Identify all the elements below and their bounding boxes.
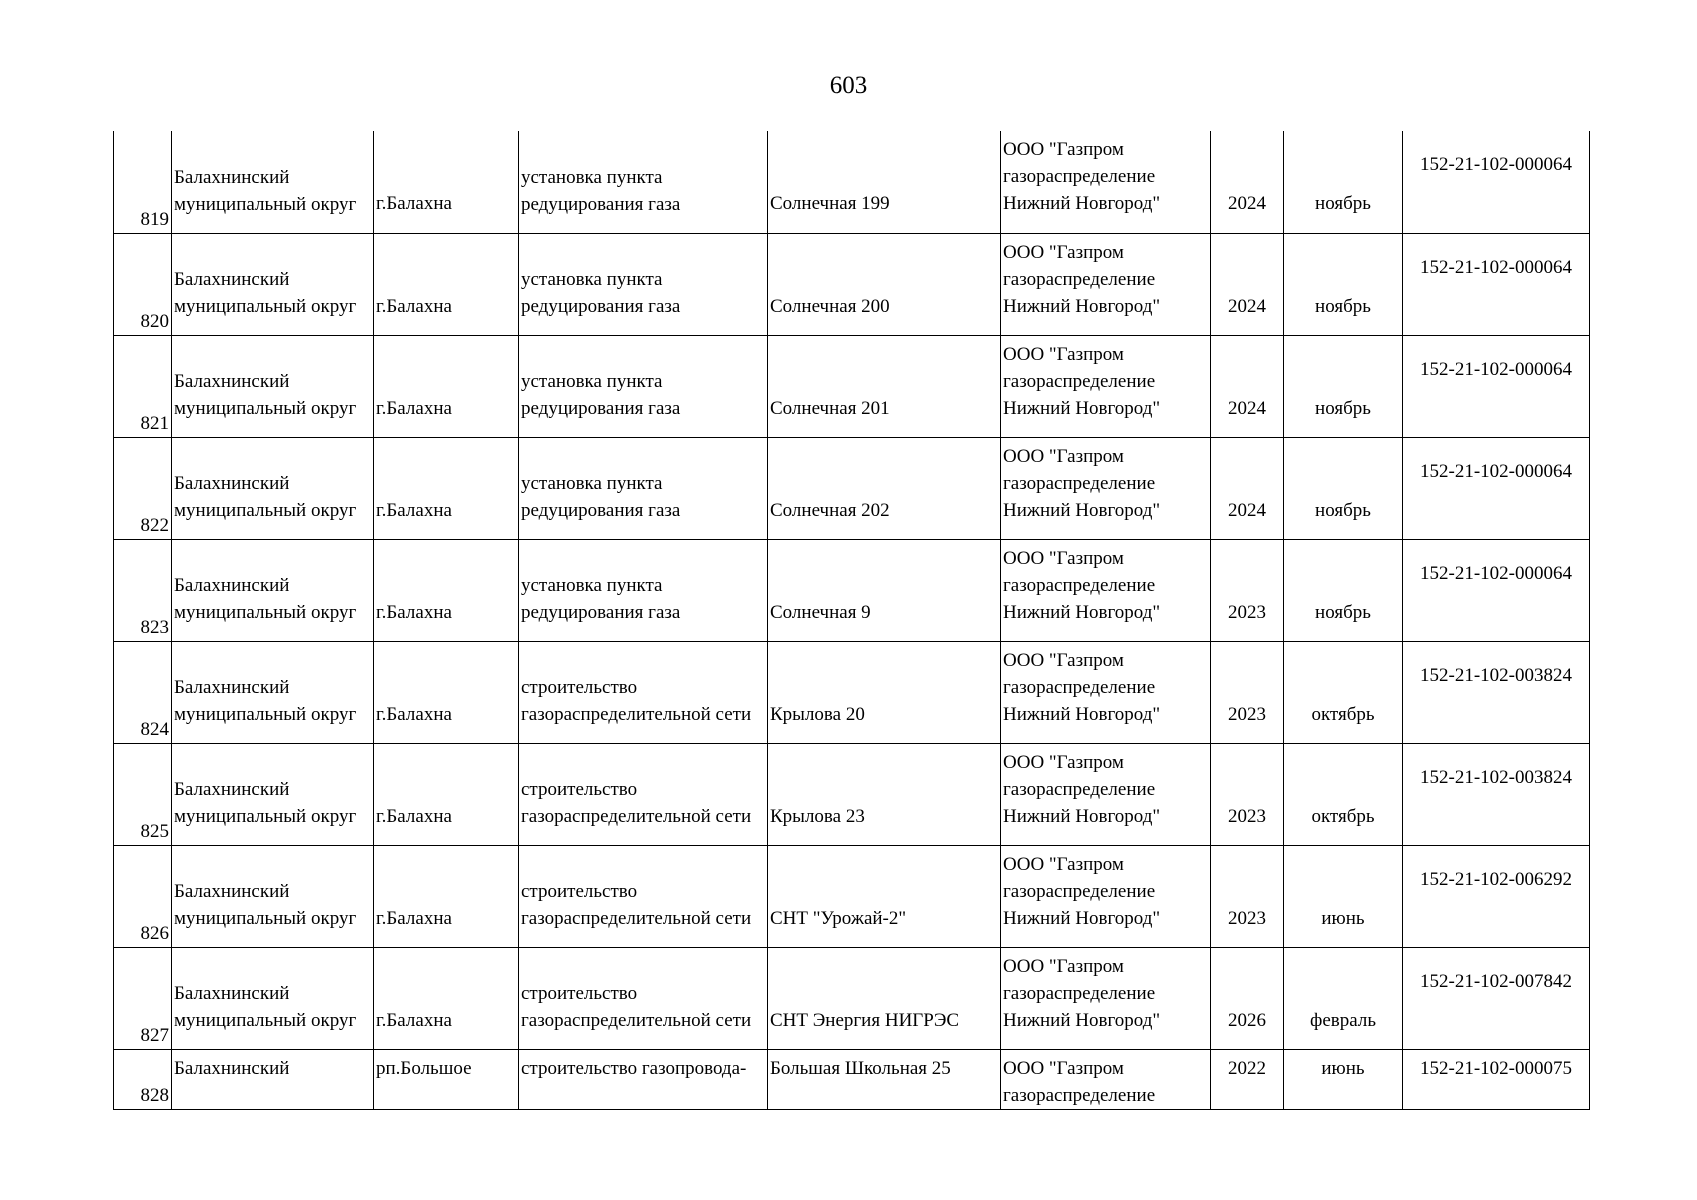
org-line: ООО "Газпром: [1003, 547, 1124, 569]
district-line: Балахнинский: [174, 677, 290, 698]
row-number: 823: [114, 539, 172, 641]
address-cell: Солнечная 9: [768, 539, 1001, 641]
district-line: Балахнинский: [174, 269, 290, 290]
locality-cell: г.Балахна: [374, 743, 519, 845]
row-number: 820: [114, 233, 172, 335]
work-line: строительство газопровода-: [521, 1057, 747, 1079]
organization-cell: [1001, 233, 1211, 335]
organization-cell: [1001, 947, 1211, 1049]
code-cell: 152-21-102-000064: [1403, 131, 1590, 233]
work-line: редуцирования газа: [521, 193, 681, 215]
organization-cell: [1001, 335, 1211, 437]
year-cell: 2023: [1211, 845, 1284, 947]
month-cell: ноябрь: [1284, 233, 1403, 335]
org-line: Нижний Новгород": [1003, 907, 1161, 929]
month-cell: ноябрь: [1284, 437, 1403, 539]
row-number: 825: [114, 743, 172, 845]
page-number: 603: [829, 72, 868, 99]
locality-cell: рп.Большое: [374, 1049, 519, 1109]
org-line: газораспределение: [1003, 778, 1156, 800]
org-line: Нижний Новгород": [1003, 1009, 1161, 1031]
organization-cell: [1001, 1049, 1211, 1109]
district-cell: [172, 1049, 374, 1109]
work-type-cell: [519, 641, 768, 743]
organization-cell: [1001, 437, 1211, 539]
locality-cell: г.Балахна: [374, 845, 519, 947]
table-row: [114, 641, 1590, 743]
table-row: [114, 335, 1590, 437]
month-cell: ноябрь: [1284, 131, 1403, 233]
org-line: ООО "Газпром: [1003, 343, 1124, 365]
district-line: муниципальный округ: [174, 1010, 357, 1031]
district-line: Балахнинский: [174, 779, 290, 800]
register-table: [113, 131, 1590, 1110]
work-type-cell: [519, 131, 768, 233]
locality-cell: г.Балахна: [374, 539, 519, 641]
org-line: Нижний Новгород": [1003, 499, 1161, 521]
district-cell: [172, 335, 374, 437]
address-cell: Солнечная 200: [768, 233, 1001, 335]
org-line: Нижний Новгород": [1003, 703, 1161, 725]
address-cell: Крылова 20: [768, 641, 1001, 743]
organization-cell: [1001, 743, 1211, 845]
organization-cell: [1001, 539, 1211, 641]
month-cell: октябрь: [1284, 743, 1403, 845]
district-cell: [172, 437, 374, 539]
work-line: установка пункта: [521, 473, 663, 494]
district-cell: [172, 131, 374, 233]
district-line: Балахнинский: [174, 575, 290, 596]
district-line: муниципальный округ: [174, 500, 357, 521]
address-cell: Большая Школьная 25: [768, 1049, 1001, 1109]
org-line: газораспределение: [1003, 676, 1156, 698]
locality-cell: г.Балахна: [374, 947, 519, 1049]
org-line: ООО "Газпром: [1003, 751, 1124, 773]
work-line: газораспределительной сети: [521, 704, 752, 725]
code-cell: 152-21-102-000075: [1403, 1049, 1590, 1109]
work-line: редуцирования газа: [521, 500, 681, 521]
code-cell: 152-21-102-007842: [1403, 947, 1590, 1049]
org-line: газораспределение: [1003, 1084, 1156, 1106]
month-cell: ноябрь: [1284, 335, 1403, 437]
row-number: 819: [114, 131, 172, 233]
month-cell: июнь: [1284, 1049, 1403, 1109]
table-row: [114, 1049, 1590, 1109]
district-cell: [172, 743, 374, 845]
code-cell: 152-21-102-003824: [1403, 743, 1590, 845]
org-line: ООО "Газпром: [1003, 1057, 1124, 1079]
year-cell: 2022: [1211, 1049, 1284, 1109]
address-cell: Солнечная 202: [768, 437, 1001, 539]
work-line: редуцирования газа: [521, 602, 681, 623]
district-line: Балахнинский: [174, 473, 290, 494]
work-line: строительство: [521, 677, 638, 698]
address-cell: СНТ "Урожай-2": [768, 845, 1001, 947]
year-cell: 2024: [1211, 131, 1284, 233]
address-cell: Крылова 23: [768, 743, 1001, 845]
year-cell: 2024: [1211, 437, 1284, 539]
district-line: Балахнинский: [174, 881, 290, 902]
year-cell: 2024: [1211, 335, 1284, 437]
work-line: строительство: [521, 881, 638, 902]
row-number: 827: [114, 947, 172, 1049]
table-row: [114, 539, 1590, 641]
org-line: ООО "Газпром: [1003, 445, 1124, 467]
district-line: муниципальный округ: [174, 398, 357, 419]
table-row: [114, 947, 1590, 1049]
district-line: муниципальный округ: [174, 908, 357, 929]
org-line: ООО "Газпром: [1003, 649, 1124, 671]
year-cell: 2026: [1211, 947, 1284, 1049]
locality-cell: г.Балахна: [374, 335, 519, 437]
district-line: Балахнинский: [174, 1057, 290, 1079]
work-line: установка пункта: [521, 269, 663, 290]
organization-cell: [1001, 845, 1211, 947]
work-type-cell: [519, 947, 768, 1049]
work-line: газораспределительной сети: [521, 908, 752, 929]
organization-cell: [1001, 131, 1211, 233]
district-line: муниципальный округ: [174, 602, 357, 623]
work-type-cell: [519, 437, 768, 539]
locality-cell: г.Балахна: [374, 131, 519, 233]
org-line: газораспределение: [1003, 982, 1156, 1004]
org-line: Нижний Новгород": [1003, 805, 1161, 827]
year-cell: 2023: [1211, 743, 1284, 845]
district-cell: [172, 539, 374, 641]
work-type-cell: [519, 335, 768, 437]
row-number: 828: [114, 1049, 172, 1109]
address-cell: СНТ Энергия НИГРЭС: [768, 947, 1001, 1049]
org-line: Нижний Новгород": [1003, 601, 1161, 623]
work-line: редуцирования газа: [521, 296, 681, 317]
code-cell: 152-21-102-000064: [1403, 233, 1590, 335]
table-row: [114, 233, 1590, 335]
org-line: ООО "Газпром: [1003, 241, 1124, 263]
district-cell: [172, 641, 374, 743]
locality-cell: г.Балахна: [374, 233, 519, 335]
district-cell: [172, 947, 374, 1049]
district-cell: [172, 233, 374, 335]
work-line: газораспределительной сети: [521, 806, 752, 827]
table-row: [114, 845, 1590, 947]
organization-cell: [1001, 641, 1211, 743]
district-cell: [172, 845, 374, 947]
org-line: ООО "Газпром: [1003, 955, 1124, 977]
locality-cell: г.Балахна: [374, 437, 519, 539]
row-number: 826: [114, 845, 172, 947]
org-line: газораспределение: [1003, 370, 1156, 392]
code-cell: 152-21-102-000064: [1403, 437, 1590, 539]
district-line: Балахнинский: [174, 983, 290, 1004]
district-line: муниципальный округ: [174, 704, 357, 725]
org-line: ООО "Газпром: [1003, 139, 1124, 160]
work-line: строительство: [521, 779, 638, 800]
district-line: Балахнинский: [174, 371, 290, 392]
work-line: установка пункта: [521, 371, 663, 392]
address-cell: Солнечная 201: [768, 335, 1001, 437]
row-number: 821: [114, 335, 172, 437]
work-type-cell: [519, 539, 768, 641]
row-number: 824: [114, 641, 172, 743]
work-type-cell: [519, 743, 768, 845]
year-cell: 2023: [1211, 539, 1284, 641]
month-cell: ноябрь: [1284, 539, 1403, 641]
org-line: Нижний Новгород": [1003, 397, 1161, 419]
month-cell: февраль: [1284, 947, 1403, 1049]
year-cell: 2024: [1211, 233, 1284, 335]
org-line: ООО "Газпром: [1003, 853, 1124, 875]
org-line: газораспределение: [1003, 574, 1156, 596]
code-cell: 152-21-102-006292: [1403, 845, 1590, 947]
locality-cell: г.Балахна: [374, 641, 519, 743]
work-line: газораспределительной сети: [521, 1010, 752, 1031]
work-line: установка пункта: [521, 575, 663, 596]
org-line: газораспределение: [1003, 880, 1156, 902]
org-line: газораспределение: [1003, 268, 1156, 290]
work-line: редуцирования газа: [521, 398, 681, 419]
month-cell: октябрь: [1284, 641, 1403, 743]
table-row: [114, 743, 1590, 845]
org-line: Нижний Новгород": [1003, 193, 1161, 214]
address-cell: Солнечная 199: [768, 131, 1001, 233]
org-line: газораспределение: [1003, 472, 1156, 494]
work-type-cell: [519, 845, 768, 947]
org-line: Нижний Новгород": [1003, 295, 1161, 317]
work-type-cell: [519, 233, 768, 335]
table-row: [114, 437, 1590, 539]
code-cell: 152-21-102-000064: [1403, 539, 1590, 641]
work-line: установка пункта: [521, 166, 663, 188]
row-number: 822: [114, 437, 172, 539]
district-line: муниципальный округ: [174, 806, 357, 827]
table-row: [114, 131, 1590, 233]
work-line: строительство: [521, 983, 638, 1004]
district-line: муниципальный округ: [174, 193, 357, 215]
org-line: газораспределение: [1003, 166, 1156, 187]
district-line: Балахнинский: [174, 166, 290, 188]
year-cell: 2023: [1211, 641, 1284, 743]
month-cell: июнь: [1284, 845, 1403, 947]
work-type-cell: [519, 1049, 768, 1109]
code-cell: 152-21-102-003824: [1403, 641, 1590, 743]
district-line: муниципальный округ: [174, 296, 357, 317]
code-cell: 152-21-102-000064: [1403, 335, 1590, 437]
